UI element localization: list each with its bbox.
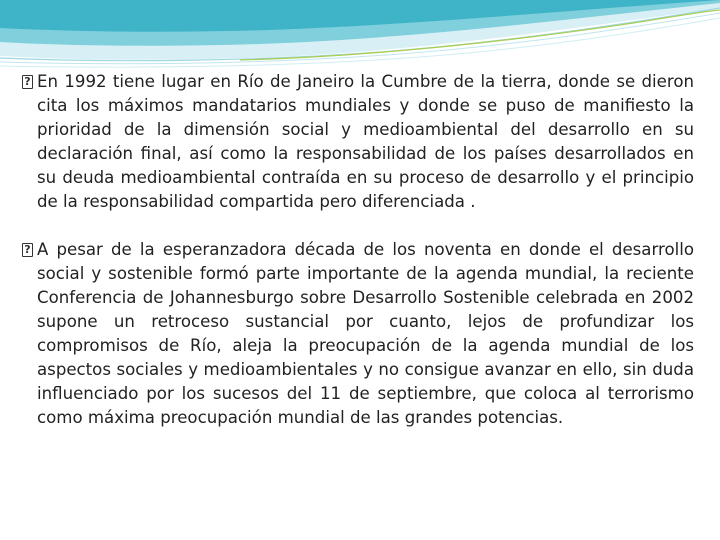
- paragraph-johannesburg: [22, 238, 694, 430]
- bullet-icon: ?: [22, 243, 33, 257]
- header-wave-decoration: [0, 0, 720, 80]
- paragraph-rio-summit: [22, 70, 694, 214]
- paragraph-text: A pesar de la esperanzadora década de los noventa en donde el desarrollo social y sostenible formó parte importante de la agenda mundial, la reciente Conferencia de Johannesburgo sobre Desarrollo Sostenible celebrada en 2002 supone un retroceso sustancial por cuanto, lejos de profundizar los compromisos de Río, aleja la preocupación de la agenda mundial de los aspectos sociales y medioambientales y no consigue avanzar en ello, sin duda influenciado por los sucesos del 11 de septiembre, que coloca al terrorismo como máxima preocupación mundial de las grandes potencias.: [37, 240, 694, 427]
- content-area: [22, 70, 694, 430]
- paragraph-text: En 1992 tiene lugar en Río de Janeiro la Cumbre de la tierra, donde se dieron cita los máximos mandatarios mundiales y donde se puso de manifiesto la prioridad de la dimensión social y medioambiental del desarrollo en su declaración final, así como la responsabilidad de los países desarrollados en su deuda medioambiental contraída en su proceso de desarrollo y el principio de la responsabilidad compartida pero diferenciada .: [37, 72, 694, 211]
- bullet-icon: ?: [22, 75, 33, 89]
